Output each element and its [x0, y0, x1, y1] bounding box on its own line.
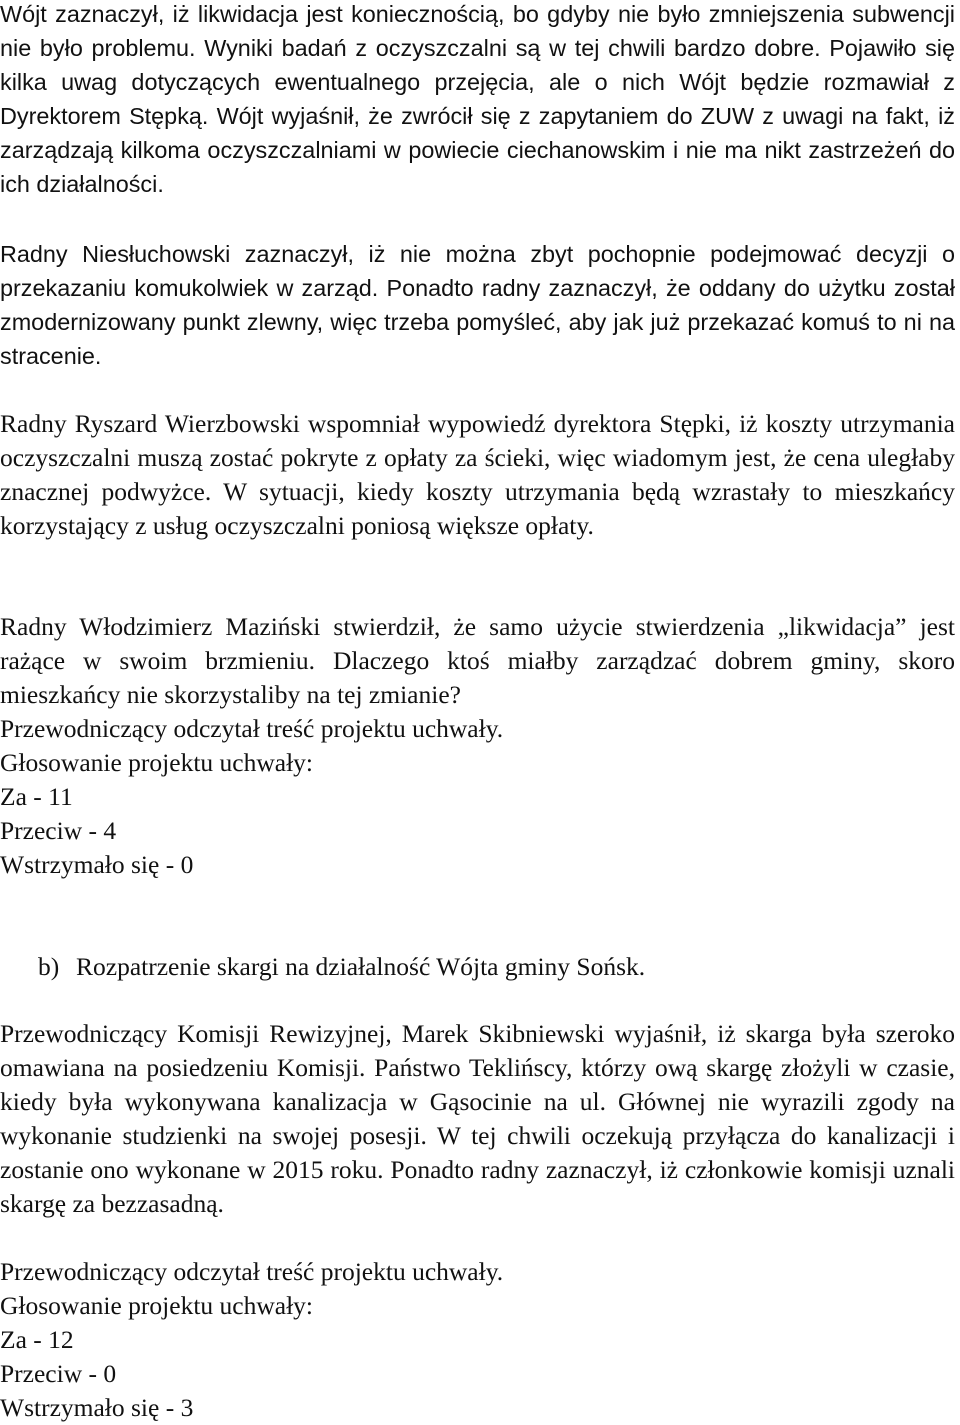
vote-wstrzymalo: Wstrzymało się - 3	[0, 1393, 194, 1422]
paragraph-text: Radny Włodzimierz Maziński stwierdził, że samo użycie stwierdzenia „likwidacja” jest rażące w swoim brzmieniu. Dlaczego ktoś miałby zarządzać dobrem gminy, skoro mieszkańcy nie skorzystaliby na tej zmianie?	[0, 612, 955, 709]
vote-za: Za - 11	[0, 782, 73, 811]
vote-przeciw: Przeciw - 4	[0, 816, 117, 845]
vote-section-2	[0, 1255, 955, 1425]
paragraph-wierzbowski	[0, 407, 955, 543]
paragraph-text: Wójt zaznaczył, iż likwidacja jest koniecznością, bo gdyby nie było zmniejszenia subwencji nie było problemu. Wyniki badań z oczyszczalni są w tej chwili bardzo dobre. Pojawiło się kilka uwag dotyczących ewentualnego przejęcia, ale o nich Wójt będzie rozmawiał z Dyrektorem Stępką. Wójt wyjaśnił, że zwrócił się z zapytaniem do ZUW z uwagi na fakt, iż zarządzają kilkoma oczyszczalniami w powiecie ciechanowskim i nie ma nikt zastrzeżeń do ich działalności.	[0, 1, 955, 197]
vote-read-line: Przewodniczący odczytał treść projektu uchwały.	[0, 714, 504, 743]
vote-read-line: Przewodniczący odczytał treść projektu uchwały.	[0, 1257, 504, 1286]
paragraph-mazinski	[0, 610, 955, 712]
vote-section-1	[0, 712, 955, 882]
paragraph-text: Radny Ryszard Wierzbowski wspomniał wypowiedź dyrektora Stępki, iż koszty utrzymania oczyszczalni muszą zostać pokryte z opłaty za ścieki, więc wiadomym jest, że cena uległaby znacznej podwyżce. W sytuacji, kiedy koszty utrzymania będą wzrastały to mieszkańcy korzystający z usług oczyszczalni poniosą większe opłaty.	[0, 409, 955, 540]
paragraph-text-sans: Radny Niesłuchowski zaznaczył, iż nie można zbyt pochopnie podejmować decyzji o przekazaniu komukolwiek w zarząd. Ponadto radny zaznaczył, że oddany do użytku został zmodernizowany punkt zlewny, więc trzeba pomyśleć, aby jak już przekazać komuś to ni na stracenie.	[0, 241, 955, 369]
vote-title: Głosowanie projektu uchwały:	[0, 748, 314, 777]
item-letter: b)	[38, 952, 60, 981]
vote-za: Za - 12	[0, 1325, 74, 1354]
vote-wstrzymalo: Wstrzymało się - 0	[0, 850, 194, 879]
paragraph-skibniewski	[0, 1017, 955, 1221]
item-text: Rozpatrzenie skargi na działalność Wójta gminy Sońsk.	[76, 952, 646, 981]
vote-przeciw: Przeciw - 0	[0, 1359, 117, 1388]
paragraph-niesluchowski	[0, 237, 955, 373]
paragraph-wojt-explanation	[0, 0, 955, 201]
vote-title: Głosowanie projektu uchwały:	[0, 1291, 314, 1320]
paragraph-text: Przewodniczący Komisji Rewizyjnej, Marek Skibniewski wyjaśnił, iż skarga była szeroko omawiana na posiedzeniu Komisji. Państwo Teklińscy, którzy ową skargę złożyli w czasie, kiedy była wykonywana kanalizacja w Gąsocinie na ul. Głównej nie wyrazili zgody na wykonanie studzienki na swojej posesji. W tej chwili oczekują przyłącza do kanalizacji i zostanie ono wykonane w 2015 roku. Ponadto radny zaznaczył, iż członkowie komisji uznali skargę za bezzasadną.	[0, 1019, 955, 1218]
agenda-item-b	[0, 950, 955, 984]
